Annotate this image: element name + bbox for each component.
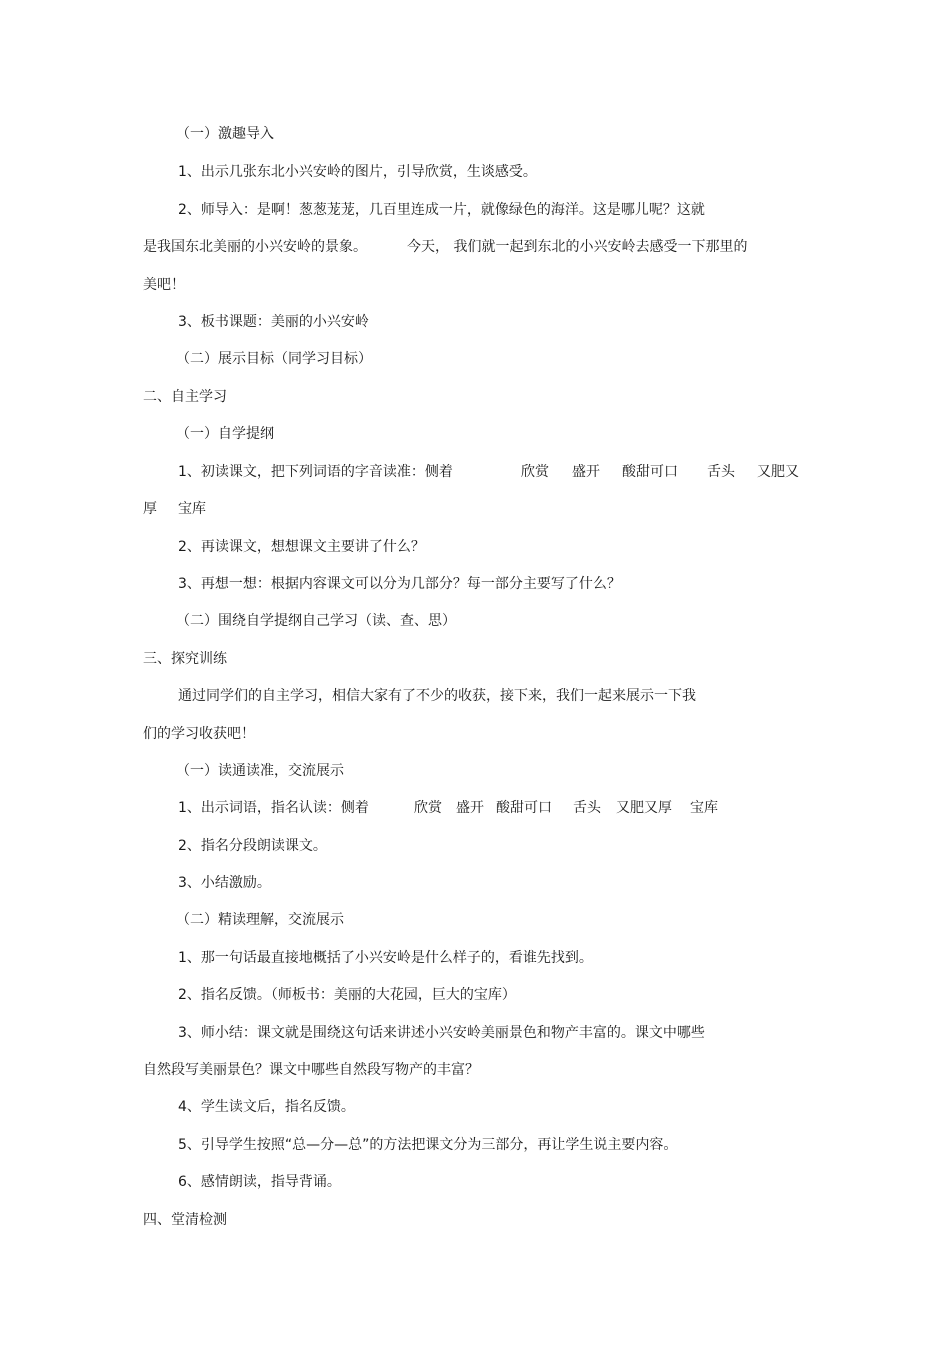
paragraph-line: 3、再想一想：根据内容课文可以分为几部分？每一部分主要写了什么？ xyxy=(178,576,621,592)
paragraph-line: 2、再读课文，想想课文主要讲了什么？ xyxy=(178,539,425,555)
section-heading: 四、堂清检测 xyxy=(143,1212,227,1228)
subsection-heading: （二）围绕自学提纲自己学习（读、查、思） xyxy=(176,613,456,629)
vocab-word: 酸甜可口 xyxy=(622,464,678,480)
vocab-word: 酸甜可口 xyxy=(496,800,552,816)
subsection-heading: （一）自学提纲 xyxy=(176,426,274,442)
paragraph-line: 2、指名反馈。（师板书：美丽的大花园，巨大的宝库） xyxy=(178,987,516,1003)
section-heading: 二、自主学习 xyxy=(143,389,227,405)
vocab-word: 盛开 xyxy=(456,800,484,816)
vocab-word: 宝库 xyxy=(178,501,206,517)
vocab-word: 欣赏 xyxy=(414,800,442,816)
paragraph-line: 3、师小结：课文就是围绕这句话来讲述小兴安岭美丽景色和物产丰富的。课文中哪些 xyxy=(178,1025,705,1041)
vocab-word: 舌头 xyxy=(573,800,601,816)
vocab-word: 又肥又 xyxy=(757,464,799,480)
paragraph-line: 美吧！ xyxy=(143,277,185,293)
vocab-word: 又肥又厚 xyxy=(616,800,672,816)
subsection-heading: （二）精读理解，交流展示 xyxy=(176,912,344,928)
vocab-word: 舌头 xyxy=(707,464,735,480)
paragraph-line: 5、引导学生按照“总—分—总”的方法把课文分为三部分，再让学生说主要内容。 xyxy=(178,1137,678,1153)
paragraph-line: 1、出示几张东北小兴安岭的图片，引导欣赏，生谈感受。 xyxy=(178,164,537,180)
paragraph-line: 今天， 我们就一起到东北的小兴安岭去感受一下那里的 xyxy=(407,239,748,255)
paragraph-line: 通过同学们的自主学习，相信大家有了不少的收获，接下来，我们一起来展示一下我 xyxy=(178,688,696,704)
paragraph-line: 4、学生读文后，指名反馈。 xyxy=(178,1099,355,1115)
subsection-heading: （二）展示目标（同学习目标） xyxy=(176,351,372,367)
paragraph-line: 3、板书课题：美丽的小兴安岭 xyxy=(178,314,369,330)
paragraph-line: 1、那一句话最直接地概括了小兴安岭是什么样子的，看谁先找到。 xyxy=(178,950,593,966)
section-heading: 三、探究训练 xyxy=(143,651,227,667)
paragraph-line: 2、指名分段朗读课文。 xyxy=(178,838,327,854)
vocab-word: 欣赏 xyxy=(521,464,549,480)
paragraph-line: 是我国东北美丽的小兴安岭的景象。 xyxy=(143,239,367,255)
vocab-word: 厚 xyxy=(143,501,157,517)
vocab-word: 宝库 xyxy=(690,800,718,816)
paragraph-line: 们的学习收获吧！ xyxy=(143,726,255,742)
paragraph-line: 3、小结激励。 xyxy=(178,875,271,891)
paragraph-line: 1、出示词语，指名认读：侧着 xyxy=(178,800,369,816)
paragraph-line: 6、感情朗读，指导背诵。 xyxy=(178,1174,341,1190)
paragraph-line xyxy=(178,462,453,482)
subsection-heading: （一）激趣导入 xyxy=(176,126,274,142)
vocab-word: 盛开 xyxy=(572,464,600,480)
line-text: 1、初读课文，把下列词语的字音读准：侧着 xyxy=(178,464,453,480)
paragraph-line: 自然段写美丽景色？课文中哪些自然段写物产的丰富？ xyxy=(143,1062,479,1078)
subsection-heading: （一）读通读准，交流展示 xyxy=(176,763,344,779)
paragraph-line: 2、师导入：是啊！葱葱茏茏，几百里连成一片，就像绿色的海洋。这是哪儿呢？这就 xyxy=(178,202,705,218)
